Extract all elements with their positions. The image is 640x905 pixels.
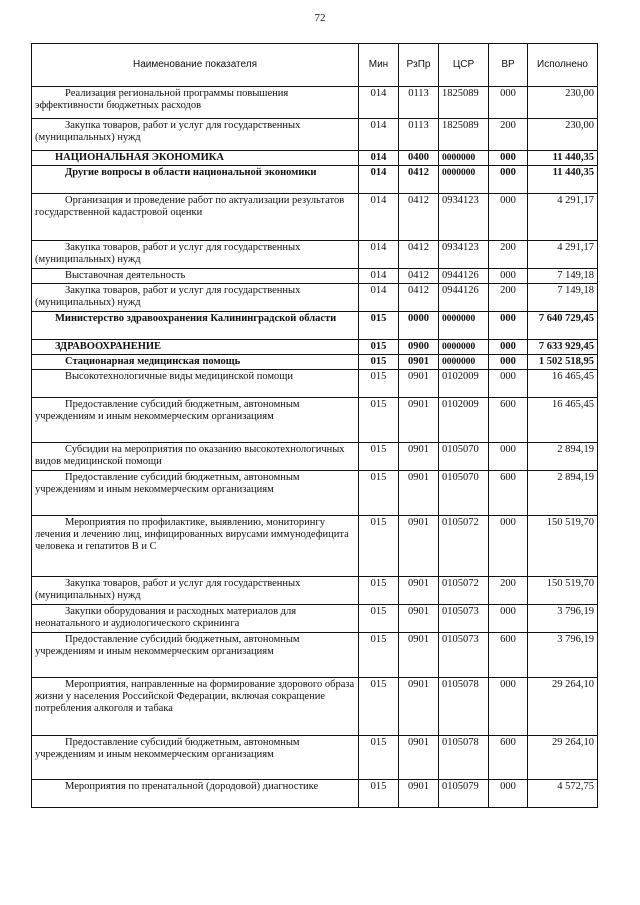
row-name: Другие вопросы в области национальной экономики [32, 166, 359, 194]
row-rzpr: 0900 [399, 340, 439, 355]
row-vr: 200 [489, 284, 528, 312]
row-vr: 000 [489, 269, 528, 284]
page-number: 72 [314, 12, 326, 24]
row-executed: 3 796,19 [528, 633, 598, 678]
row-min: 015 [359, 577, 399, 605]
row-name: Закупка товаров, работ и услуг для государственных (муниципальных) нужд [32, 284, 359, 312]
table-row [32, 516, 598, 577]
row-rzpr: 0400 [399, 151, 439, 166]
row-name: Организация и проведение работ по актуализации результатов государственной кадастровой оценки [32, 194, 359, 241]
row-csr: 1825089 [439, 119, 489, 151]
table-row [32, 633, 598, 678]
row-rzpr: 0901 [399, 370, 439, 398]
row-vr: 000 [489, 312, 528, 340]
table-row [32, 471, 598, 516]
table-row [32, 312, 598, 340]
table-row [32, 87, 598, 119]
row-executed: 230,00 [528, 119, 598, 151]
row-executed: 230,00 [528, 87, 598, 119]
row-executed: 4 291,17 [528, 194, 598, 241]
row-rzpr: 0901 [399, 577, 439, 605]
row-csr: 1825089 [439, 87, 489, 119]
table-row [32, 166, 598, 194]
row-name: Закупка товаров, работ и услуг для государственных (муниципальных) нужд [32, 241, 359, 269]
row-vr: 000 [489, 355, 528, 370]
row-min: 014 [359, 87, 399, 119]
budget-table [31, 43, 598, 808]
row-vr: 000 [489, 194, 528, 241]
row-min: 014 [359, 269, 399, 284]
row-vr: 000 [489, 516, 528, 577]
table-row [32, 443, 598, 471]
row-csr: 0000000 [439, 340, 489, 355]
row-min: 015 [359, 312, 399, 340]
table-row [32, 780, 598, 808]
row-name: Закупка товаров, работ и услуг для государственных (муниципальных) нужд [32, 577, 359, 605]
row-vr: 600 [489, 471, 528, 516]
header-rzpr: РзПр [399, 44, 439, 87]
table-row [32, 736, 598, 780]
row-csr: 0000000 [439, 312, 489, 340]
row-rzpr: 0901 [399, 443, 439, 471]
row-name: НАЦИОНАЛЬНАЯ ЭКОНОМИКА [32, 151, 359, 166]
row-csr: 0105070 [439, 443, 489, 471]
table-row [32, 577, 598, 605]
row-csr: 0105079 [439, 780, 489, 808]
row-min: 014 [359, 241, 399, 269]
row-name: Субсидии на мероприятия по оказанию высокотехнологичных видов медицинской помощи [32, 443, 359, 471]
header-vr: ВР [489, 44, 528, 87]
row-rzpr: 0901 [399, 678, 439, 736]
row-min: 015 [359, 471, 399, 516]
row-name: ЗДРАВООХРАНЕНИЕ [32, 340, 359, 355]
row-rzpr: 0412 [399, 166, 439, 194]
row-name: Высокотехнологичные виды медицинской помощи [32, 370, 359, 398]
table-row [32, 269, 598, 284]
row-vr: 200 [489, 241, 528, 269]
table-row [32, 398, 598, 443]
row-csr: 0105073 [439, 633, 489, 678]
table-row [32, 355, 598, 370]
row-vr: 000 [489, 678, 528, 736]
row-rzpr: 0901 [399, 516, 439, 577]
row-csr: 0934123 [439, 194, 489, 241]
table-row [32, 340, 598, 355]
row-csr: 0105070 [439, 471, 489, 516]
row-rzpr: 0901 [399, 780, 439, 808]
row-name: Стационарная медицинская помощь [32, 355, 359, 370]
row-rzpr: 0412 [399, 241, 439, 269]
row-executed: 16 465,45 [528, 370, 598, 398]
row-csr: 0102009 [439, 370, 489, 398]
row-executed: 11 440,35 [528, 166, 598, 194]
row-executed: 29 264,10 [528, 678, 598, 736]
row-vr: 000 [489, 370, 528, 398]
row-executed: 29 264,10 [528, 736, 598, 780]
header-csr: ЦСР [439, 44, 489, 87]
row-name: Мероприятия по пренатальной (дородовой) диагностике [32, 780, 359, 808]
row-rzpr: 0113 [399, 119, 439, 151]
row-name: Министерство здравоохранения Калининградской области [32, 312, 359, 340]
row-rzpr: 0412 [399, 194, 439, 241]
row-csr: 0105078 [439, 678, 489, 736]
row-vr: 000 [489, 151, 528, 166]
row-csr: 0105078 [439, 736, 489, 780]
row-name: Предоставление субсидий бюджетным, автономным учреждениям и иным некоммерческим организациям [32, 471, 359, 516]
row-executed: 7 640 729,45 [528, 312, 598, 340]
header-name: Наименование показателя [32, 44, 359, 87]
row-csr: 0105072 [439, 577, 489, 605]
table-row [32, 605, 598, 633]
row-executed: 1 502 518,95 [528, 355, 598, 370]
row-vr: 000 [489, 166, 528, 194]
row-rzpr: 0901 [399, 471, 439, 516]
table-row [32, 284, 598, 312]
row-executed: 16 465,45 [528, 398, 598, 443]
row-rzpr: 0901 [399, 633, 439, 678]
header-min: Мин [359, 44, 399, 87]
table-row [32, 241, 598, 269]
row-min: 015 [359, 443, 399, 471]
row-executed: 4 291,17 [528, 241, 598, 269]
row-min: 015 [359, 678, 399, 736]
row-rzpr: 0901 [399, 736, 439, 780]
row-executed: 11 440,35 [528, 151, 598, 166]
row-min: 015 [359, 355, 399, 370]
row-vr: 600 [489, 398, 528, 443]
row-vr: 000 [489, 605, 528, 633]
row-vr: 600 [489, 633, 528, 678]
row-csr: 0000000 [439, 355, 489, 370]
row-min: 015 [359, 605, 399, 633]
row-min: 014 [359, 119, 399, 151]
row-csr: 0102009 [439, 398, 489, 443]
row-min: 015 [359, 398, 399, 443]
row-executed: 4 572,75 [528, 780, 598, 808]
row-min: 015 [359, 633, 399, 678]
row-min: 015 [359, 516, 399, 577]
row-rzpr: 0901 [399, 355, 439, 370]
row-vr: 200 [489, 577, 528, 605]
row-csr: 0934123 [439, 241, 489, 269]
row-csr: 0944126 [439, 284, 489, 312]
row-executed: 7 149,18 [528, 269, 598, 284]
row-rzpr: 0412 [399, 269, 439, 284]
table-row [32, 678, 598, 736]
table-header-row [32, 44, 598, 87]
row-csr: 0000000 [439, 151, 489, 166]
row-name: Мероприятия, направленные на формирование здорового образа жизни у населения Российской Федерации, включая сокращение потребления алкоголя и табака [32, 678, 359, 736]
row-min: 015 [359, 780, 399, 808]
row-executed: 2 894,19 [528, 471, 598, 516]
row-csr: 0944126 [439, 269, 489, 284]
row-name: Мероприятия по профилактике, выявлению, мониторингу лечения и лечению лиц, инфицированных вирусами иммунодефицита человека и гепатитов В и С [32, 516, 359, 577]
row-name: Реализация региональной программы повышения эффективности бюджетных расходов [32, 87, 359, 119]
row-min: 014 [359, 194, 399, 241]
row-executed: 7 149,18 [528, 284, 598, 312]
row-executed: 2 894,19 [528, 443, 598, 471]
table-row [32, 151, 598, 166]
row-csr: 0105072 [439, 516, 489, 577]
row-vr: 600 [489, 736, 528, 780]
row-min: 015 [359, 370, 399, 398]
row-rzpr: 0901 [399, 605, 439, 633]
row-vr: 200 [489, 119, 528, 151]
row-min: 015 [359, 340, 399, 355]
row-executed: 150 519,70 [528, 577, 598, 605]
row-name: Выставочная деятельность [32, 269, 359, 284]
row-name: Закупки оборудования и расходных материалов для неонатального и аудиологического скрининга [32, 605, 359, 633]
row-vr: 000 [489, 340, 528, 355]
row-vr: 000 [489, 443, 528, 471]
row-name: Предоставление субсидий бюджетным, автономным учреждениям и иным некоммерческим организациям [32, 633, 359, 678]
row-rzpr: 0000 [399, 312, 439, 340]
row-vr: 000 [489, 780, 528, 808]
row-min: 014 [359, 151, 399, 166]
row-name: Предоставление субсидий бюджетным, автономным учреждениям и иным некоммерческим организациям [32, 736, 359, 780]
table-row [32, 194, 598, 241]
row-rzpr: 0113 [399, 87, 439, 119]
row-min: 014 [359, 284, 399, 312]
row-executed: 3 796,19 [528, 605, 598, 633]
row-rzpr: 0412 [399, 284, 439, 312]
row-vr: 000 [489, 87, 528, 119]
row-rzpr: 0901 [399, 398, 439, 443]
header-executed: Исполнено [528, 44, 598, 87]
row-name: Предоставление субсидий бюджетным, автономным учреждениям и иным некоммерческим организациям [32, 398, 359, 443]
row-executed: 150 519,70 [528, 516, 598, 577]
table-row [32, 119, 598, 151]
row-min: 014 [359, 166, 399, 194]
row-name: Закупка товаров, работ и услуг для государственных (муниципальных) нужд [32, 119, 359, 151]
row-executed: 7 633 929,45 [528, 340, 598, 355]
row-csr: 0105073 [439, 605, 489, 633]
row-min: 015 [359, 736, 399, 780]
table-row [32, 370, 598, 398]
row-csr: 0000000 [439, 166, 489, 194]
